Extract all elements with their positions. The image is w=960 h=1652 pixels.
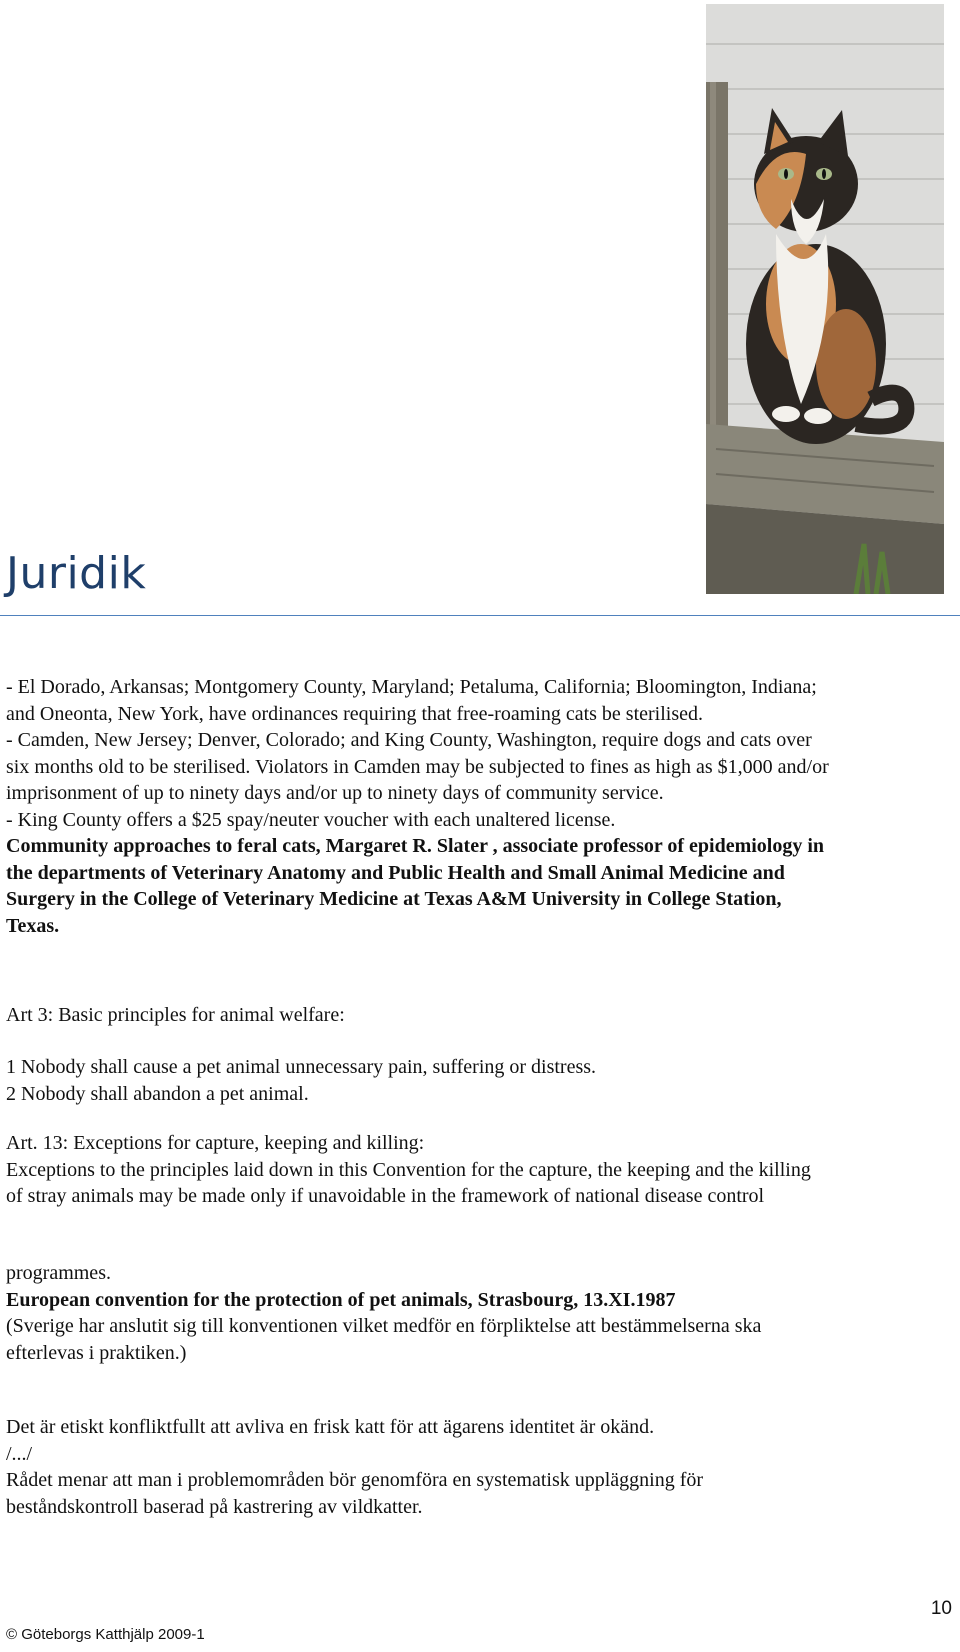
text-line: of stray animals may be made only if unavoidable in the framework of national disease control xyxy=(6,1185,765,1207)
text-line: programmes. xyxy=(6,1262,111,1284)
text-line: Surgery in the College of Veterinary Medicine at Texas A&M University in College Station, xyxy=(6,888,782,910)
list-item: 1 Nobody shall cause a pet animal unnecessary pain, suffering or distress. xyxy=(6,1056,597,1078)
page-title: Juridik xyxy=(6,548,147,599)
text-line: Community approaches to feral cats, Margaret R. Slater , associate professor of epidemiology in xyxy=(6,835,825,857)
text-line: and Oneonta, New York, have ordinances requiring that free-roaming cats be sterilised. xyxy=(6,702,704,725)
title-divider xyxy=(0,615,960,616)
text-line: imprisonment of up to ninety days and/or up to ninety days of community service. xyxy=(6,782,664,804)
art13-section xyxy=(6,1130,954,1210)
text-line: (Sverige har anslutit sig till konventionen vilket medför en förpliktelse att bestämmelserna ska xyxy=(6,1315,762,1337)
citation-slater xyxy=(6,833,954,939)
text-line: Texas. xyxy=(6,914,60,937)
text-line: - El Dorado, Arkansas; Montgomery County, Maryland; Petaluma, California; Bloomington, Indiana; xyxy=(6,676,817,698)
text-line: six months old to be sterilised. Violators in Camden may be subjected to fines as high as $1,000 and/or xyxy=(6,755,829,778)
text-line: Det är etiskt konfliktfullt att avliva en frisk katt för att ägarens identitet är okänd. xyxy=(6,1416,655,1438)
list-item: 2 Nobody shall abandon a pet animal. xyxy=(6,1082,309,1105)
citation-convention: European convention for the protection of pet animals, Strasbourg, 13.XI.1987 xyxy=(6,1288,676,1311)
footer-copyright: © Göteborgs Katthjälp 2009-1 xyxy=(6,1626,205,1643)
text-line: Exceptions to the principles laid down in this Convention for the capture, the keeping and the killing xyxy=(6,1158,811,1181)
page-number: 10 xyxy=(930,1598,952,1619)
text-line: Rådet menar att man i problemområden bör genomföra en systematisk uppläggning för xyxy=(6,1469,704,1491)
art3-section xyxy=(6,1002,954,1029)
text-line: - King County offers a $25 spay/neuter voucher with each unaltered license. xyxy=(6,808,616,831)
closing-section xyxy=(6,1414,954,1520)
text-line: efterlevas i praktiken.) xyxy=(6,1341,187,1364)
ordinance-paragraph xyxy=(6,674,954,939)
art3-items xyxy=(6,1054,954,1107)
text-line: - Camden, New Jersey; Denver, Colorado; and King County, Washington, require dogs and cats over xyxy=(6,729,812,751)
text-line: /.../ xyxy=(6,1442,33,1465)
text-line: the departments of Veterinary Anatomy and Public Health and Small Animal Medicine and xyxy=(6,861,785,884)
cat-photo xyxy=(706,4,944,594)
art3-title: Art 3: Basic principles for animal welfare: xyxy=(6,1004,345,1026)
text-line: beståndskontroll baserad på kastrering av vildkatter. xyxy=(6,1495,423,1518)
art13-title: Art. 13: Exceptions for capture, keeping and killing: xyxy=(6,1132,425,1154)
convention-section xyxy=(6,1260,954,1366)
